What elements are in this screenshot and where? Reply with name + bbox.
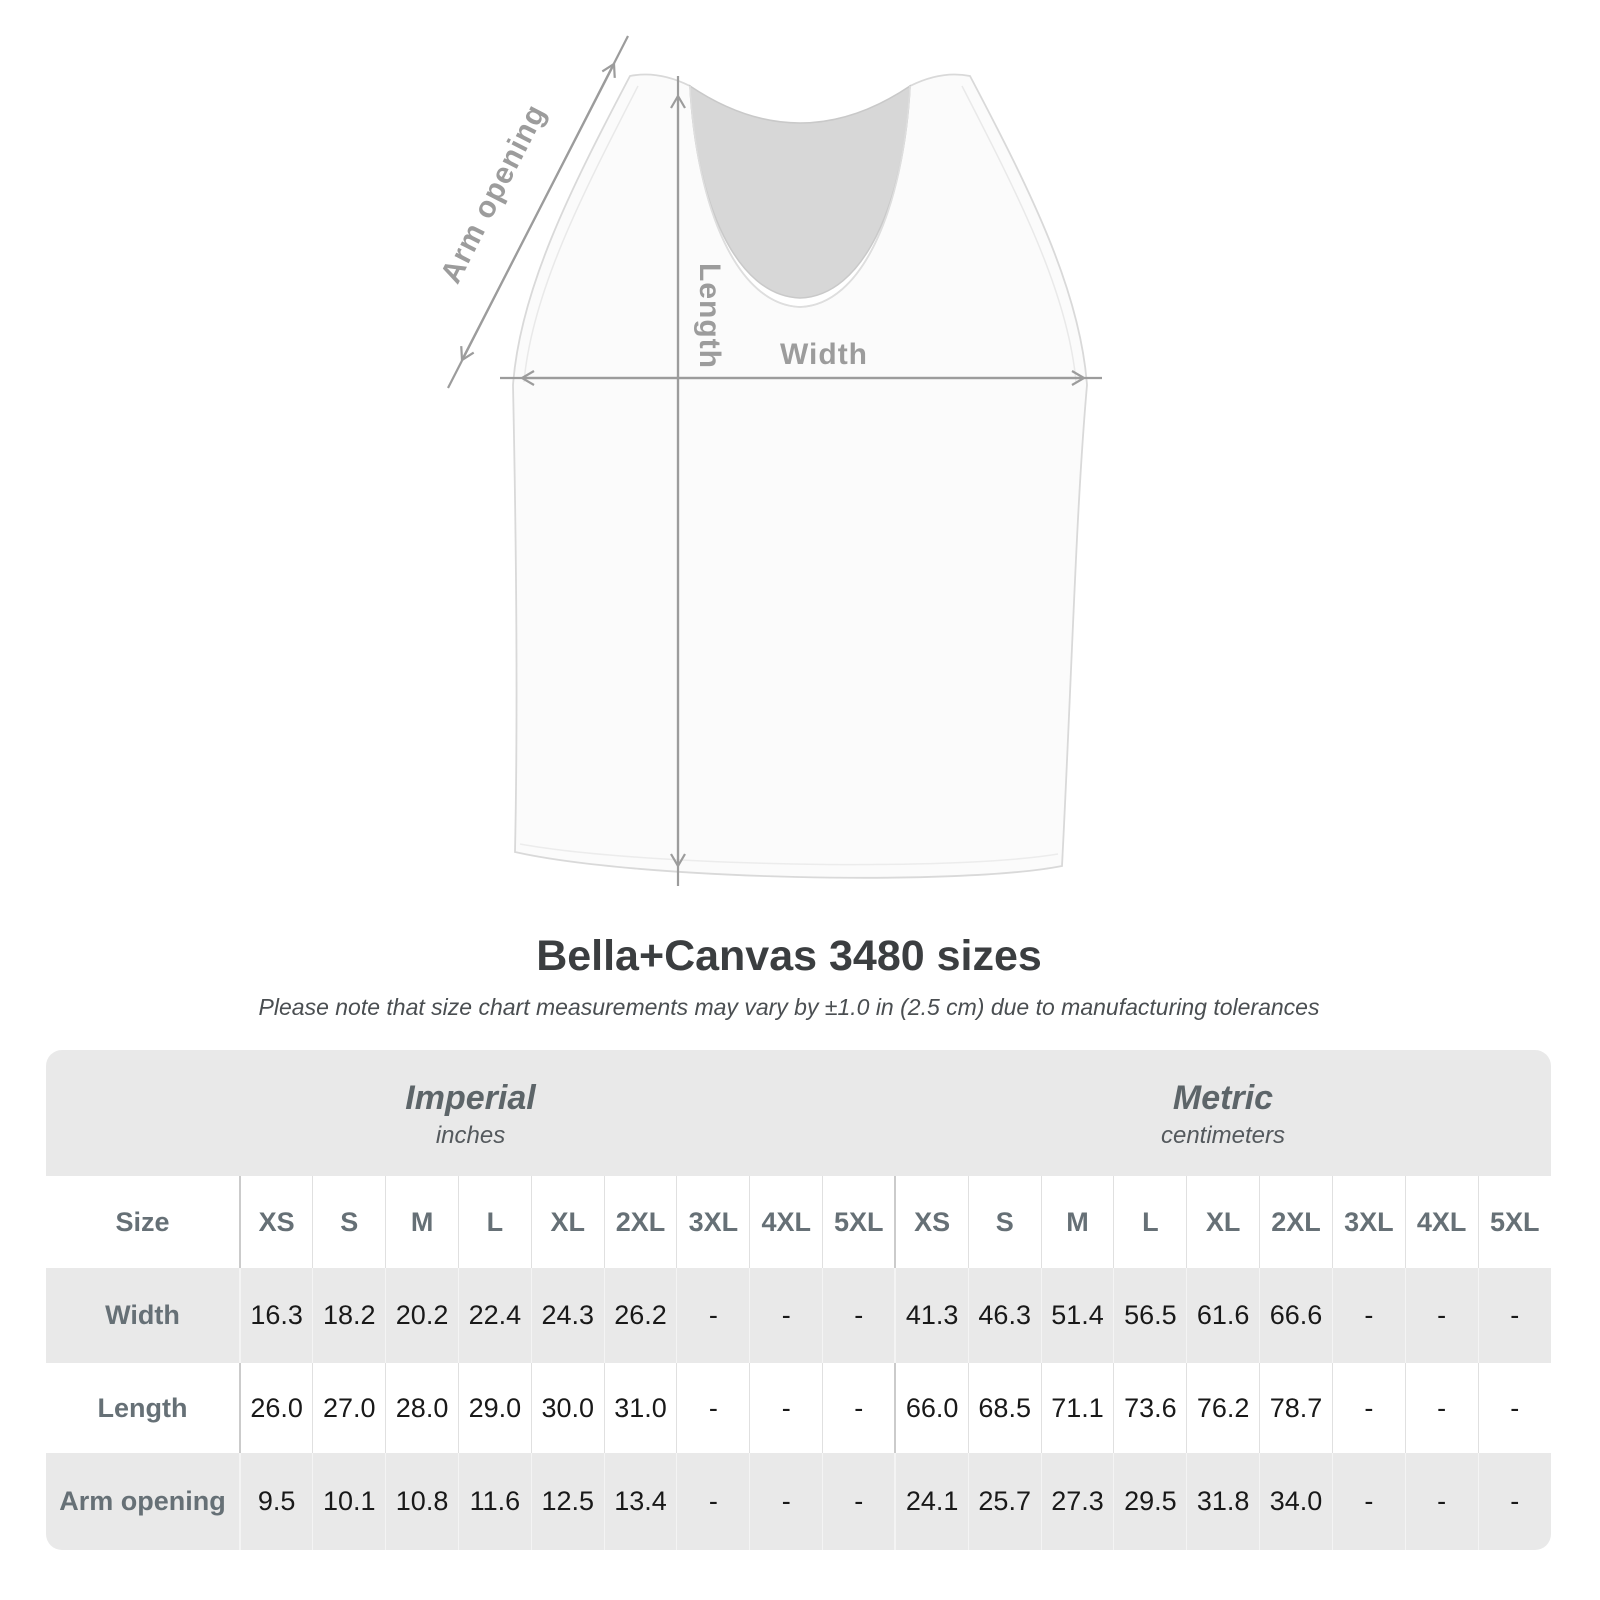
size-column-header: 5XL — [823, 1176, 896, 1268]
page-title: Bella+Canvas 3480 sizes — [536, 932, 1042, 980]
size-column-header: 2XL — [604, 1176, 677, 1268]
measurement-row — [46, 1268, 1551, 1363]
measurement-cell: 10.8 — [386, 1453, 459, 1550]
size-column-header: XL — [1187, 1176, 1260, 1268]
size-table-body — [46, 1268, 1551, 1550]
measurement-cell: 29.5 — [1114, 1453, 1187, 1550]
measurement-cell: - — [1332, 1453, 1405, 1550]
measurement-cell: 28.0 — [386, 1363, 459, 1453]
measurement-row — [46, 1363, 1551, 1453]
measurement-row — [46, 1453, 1551, 1550]
size-table — [46, 1176, 1551, 1550]
size-column-header: 3XL — [1332, 1176, 1405, 1268]
size-column-header: S — [313, 1176, 386, 1268]
tank-top-diagram — [400, 30, 1200, 910]
size-column-header: 2XL — [1260, 1176, 1333, 1268]
measurement-cell: - — [823, 1268, 896, 1363]
row-label: Length — [97, 1392, 188, 1423]
size-column-header: S — [968, 1176, 1041, 1268]
measurement-cell: 31.0 — [604, 1363, 677, 1453]
measurement-cell: - — [1478, 1268, 1551, 1363]
size-corner-header: Size — [115, 1206, 170, 1237]
width-label: Width — [779, 338, 869, 371]
measurement-cell: 66.6 — [1260, 1268, 1333, 1363]
measurement-cell: 16.3 — [240, 1268, 313, 1363]
metric-unit: centimeters — [1160, 1121, 1286, 1149]
measurement-cell: 25.7 — [968, 1453, 1041, 1550]
measurement-cell: 31.8 — [1187, 1453, 1260, 1550]
tolerance-note: Please note that size chart measurements may vary by ±1.0 in (2.5 cm) due to manufacturing tolerances — [258, 994, 1320, 1020]
measurement-cell: 56.5 — [1114, 1268, 1187, 1363]
size-header-row — [46, 1176, 1551, 1268]
measurement-cell: 11.6 — [458, 1453, 531, 1550]
measurement-cell: - — [750, 1453, 823, 1550]
measurement-cell: 26.2 — [604, 1268, 677, 1363]
measurement-cell: 78.7 — [1260, 1363, 1333, 1453]
measurement-cell: 13.4 — [604, 1453, 677, 1550]
measurement-cell: 73.6 — [1114, 1363, 1187, 1453]
size-column-header: L — [458, 1176, 531, 1268]
measurement-cell: 34.0 — [1260, 1453, 1333, 1550]
size-chart — [46, 1050, 1551, 1550]
row-label: Arm opening — [59, 1486, 226, 1516]
measurement-cell: - — [750, 1363, 823, 1453]
measurement-cell: 18.2 — [313, 1268, 386, 1363]
measurement-cell: 51.4 — [1041, 1268, 1114, 1363]
measurement-cell: - — [823, 1363, 896, 1453]
measurement-cell: 68.5 — [968, 1363, 1041, 1453]
measurement-cell: 20.2 — [386, 1268, 459, 1363]
measurement-cell: - — [1478, 1453, 1551, 1550]
arm-opening-label: Arm opening — [434, 98, 553, 289]
imperial-title: Imperial — [405, 1078, 536, 1117]
measurement-cell: - — [1332, 1363, 1405, 1453]
size-column-header: XS — [895, 1176, 968, 1268]
length-label: Length — [693, 263, 726, 369]
measurement-cell: - — [677, 1453, 750, 1550]
measurement-cell: 29.0 — [458, 1363, 531, 1453]
measurement-cell: 76.2 — [1187, 1363, 1260, 1453]
measurement-cell: 27.3 — [1041, 1453, 1114, 1550]
imperial-header — [46, 1050, 895, 1176]
metric-header — [895, 1050, 1551, 1176]
measurement-cell: 10.1 — [313, 1453, 386, 1550]
measurement-cell: - — [677, 1363, 750, 1453]
measurement-cell: - — [750, 1268, 823, 1363]
imperial-unit: inches — [435, 1121, 506, 1149]
measurement-cell: - — [677, 1268, 750, 1363]
measurement-cell: 61.6 — [1187, 1268, 1260, 1363]
measurement-cell: 66.0 — [895, 1363, 968, 1453]
size-column-header: M — [386, 1176, 459, 1268]
measurement-cell: 30.0 — [531, 1363, 604, 1453]
size-column-header: L — [1114, 1176, 1187, 1268]
measurement-cell: 26.0 — [240, 1363, 313, 1453]
measurement-cell: 9.5 — [240, 1453, 313, 1550]
metric-title: Metric — [1172, 1078, 1274, 1117]
measurement-cell: 27.0 — [313, 1363, 386, 1453]
measurement-cell: - — [1332, 1268, 1405, 1363]
measurement-cell: 41.3 — [895, 1268, 968, 1363]
size-column-header: 3XL — [677, 1176, 750, 1268]
size-column-header: M — [1041, 1176, 1114, 1268]
tank-top-illustration — [400, 30, 1200, 910]
unit-system-band — [46, 1050, 1551, 1176]
size-column-header: XL — [531, 1176, 604, 1268]
size-column-header: 4XL — [1405, 1176, 1478, 1268]
measurement-cell: 22.4 — [458, 1268, 531, 1363]
measurement-cell: 46.3 — [968, 1268, 1041, 1363]
size-column-header: XS — [240, 1176, 313, 1268]
measurement-cell: 24.3 — [531, 1268, 604, 1363]
size-column-header: 5XL — [1478, 1176, 1551, 1268]
measurement-cell: - — [823, 1453, 896, 1550]
size-column-header: 4XL — [750, 1176, 823, 1268]
measurement-cell: - — [1405, 1268, 1478, 1363]
measurement-cell: 24.1 — [895, 1453, 968, 1550]
measurement-cell: - — [1405, 1363, 1478, 1453]
row-label: Width — [105, 1300, 180, 1330]
measurement-cell: - — [1405, 1453, 1478, 1550]
measurement-cell: - — [1478, 1363, 1551, 1453]
measurement-cell: 71.1 — [1041, 1363, 1114, 1453]
measurement-cell: 12.5 — [531, 1453, 604, 1550]
